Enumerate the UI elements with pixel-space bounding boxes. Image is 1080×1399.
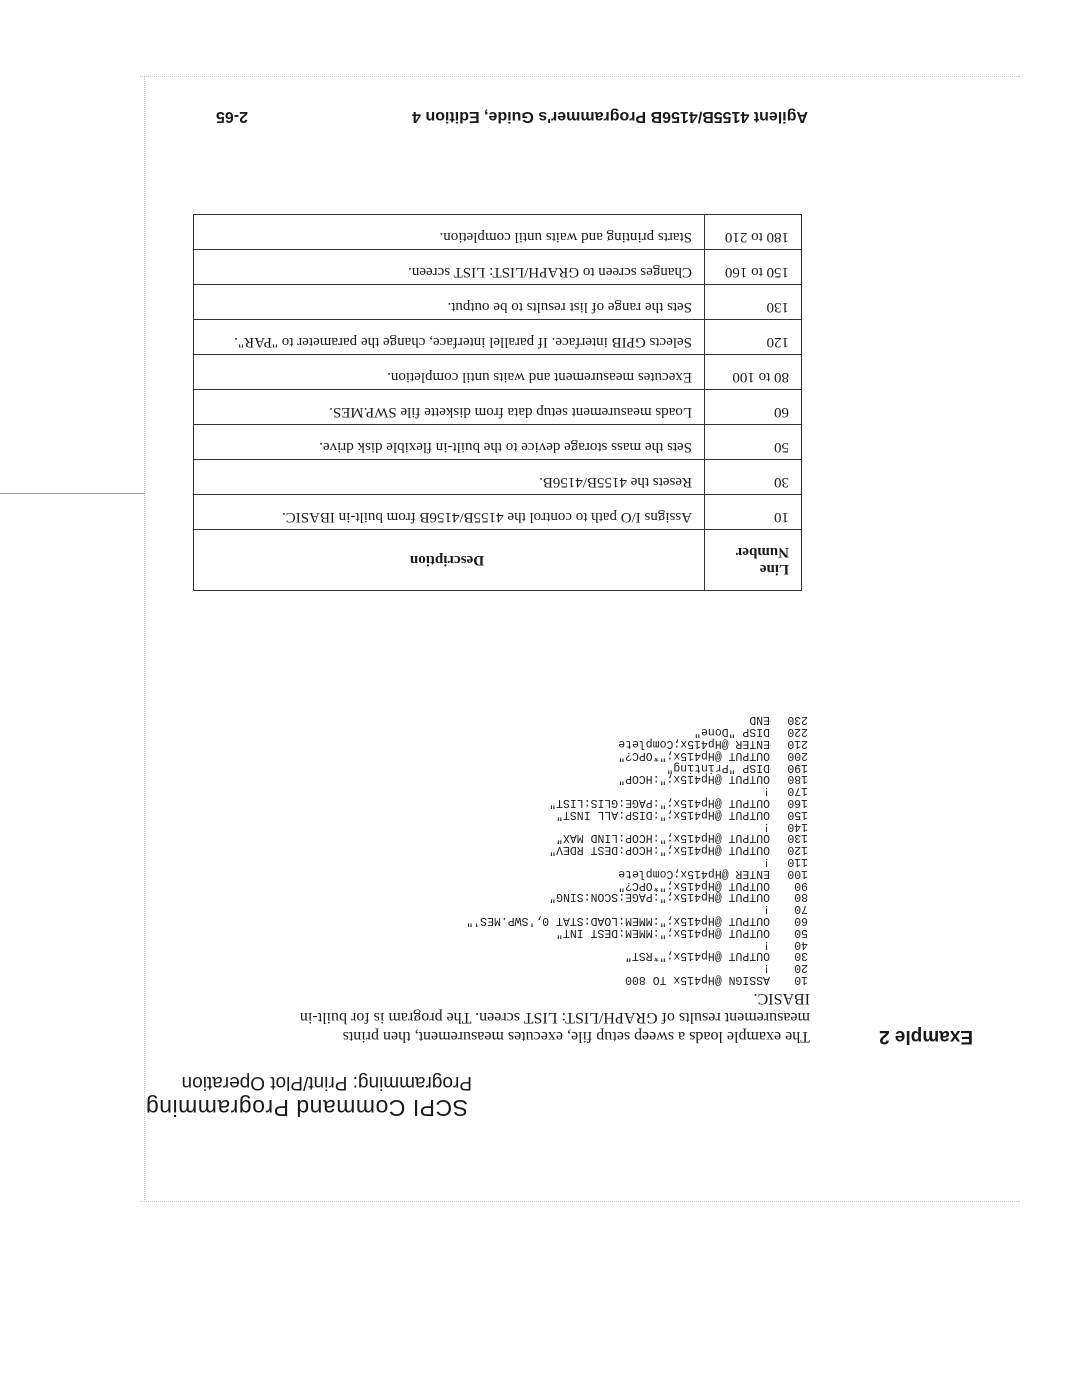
line-description-table [193, 214, 802, 591]
code-line [466, 737, 808, 749]
code-line [466, 843, 808, 855]
code-statement: ! [763, 819, 770, 833]
scan-border-bottom [140, 76, 1020, 77]
chapter-header: SCPI Command Programming [145, 1095, 468, 1121]
code-line [466, 855, 808, 867]
scan-border-right [144, 77, 145, 1202]
intro-line: measurement results of GRAPH/LIST: LIST screen. The program is for built-in [299, 1009, 810, 1026]
code-line [466, 914, 808, 926]
code-line-number: 10 [794, 973, 808, 986]
code-line-number: 20 [794, 961, 808, 975]
code-listing [466, 714, 808, 985]
code-statement: OUTPUT @Hp415x;"*OPC?" [618, 878, 770, 892]
line-number-cell: 50 [705, 425, 802, 460]
code-line-number: 90 [794, 878, 808, 892]
line-number-header: Line Number [705, 530, 802, 591]
line-number-cell: 150 to 160 [705, 250, 802, 285]
code-statement: DISP "Printing" [666, 760, 770, 774]
code-statement: OUTPUT @Hp415x;"*RST" [625, 949, 770, 963]
table-row [194, 425, 802, 460]
code-statement: ! [763, 937, 770, 951]
example-intro [220, 989, 810, 1046]
code-line-number: 60 [794, 914, 808, 928]
code-line [466, 867, 808, 879]
footer-title: Agilent 4155B/4156B Programmer's Guide, Edition 4 [412, 108, 808, 125]
description-cell: Executes measurement and waits until completion. [194, 355, 705, 390]
table-row [194, 495, 802, 530]
code-line [466, 902, 808, 914]
code-line [466, 808, 808, 820]
code-line-number: 80 [794, 890, 808, 904]
code-line-number: 160 [787, 796, 808, 810]
code-line-number: 210 [787, 737, 808, 751]
code-line-number: 50 [794, 925, 808, 939]
line-number-cell: 80 to 100 [705, 355, 802, 390]
line-number-cell: 120 [705, 320, 802, 355]
line-number-cell: 180 to 210 [705, 215, 802, 250]
code-line-number: 110 [787, 855, 808, 869]
code-line-number: 100 [787, 866, 808, 880]
intro-line: The example loads a sweep setup file, executes measurement, then prints [342, 1028, 810, 1045]
code-statement: ! [763, 961, 770, 975]
code-statement: OUTPUT @Hp415x;":MMEM:LOAD:STAT 0,'SWP.MES'" [466, 914, 770, 928]
description-cell: Resets the 4155B/4156B. [194, 460, 705, 495]
code-line-number: 130 [787, 831, 808, 845]
line-number-cell: 30 [705, 460, 802, 495]
code-statement: END [749, 713, 770, 727]
table-row [194, 355, 802, 390]
code-line [466, 973, 808, 985]
description-cell: Loads measurement setup data from diskette file SWP.MES. [194, 390, 705, 425]
code-statement: ! [763, 784, 770, 798]
code-line [466, 950, 808, 962]
intro-line: IBASIC. [753, 990, 810, 1007]
code-line-number: 30 [794, 949, 808, 963]
code-statement: OUTPUT @Hp415x;":MMEM:DEST INT" [556, 925, 770, 939]
table-row [194, 460, 802, 495]
description-cell: Sets the range of list results to be output. [194, 285, 705, 320]
table-row [194, 215, 802, 250]
code-statement: OUTPUT @Hp415x;":PAGE:SCON:SING" [549, 890, 770, 904]
code-line-number: 220 [787, 725, 808, 739]
description-cell: Assigns I/O path to control the 4155B/4156B from built-in IBASIC. [194, 495, 705, 530]
code-line [466, 926, 808, 938]
table-header-row [194, 530, 802, 591]
section-header: Programming: Print/Plot Operation [181, 1072, 472, 1093]
code-line [466, 796, 808, 808]
line-number-cell: 60 [705, 390, 802, 425]
code-statement: ENTER @Hp415x;Complete [618, 866, 770, 880]
line-number-cell: 10 [705, 495, 802, 530]
code-statement: ! [763, 855, 770, 869]
page-number: 2-65 [215, 108, 248, 125]
code-statement: OUTPUT @Hp415x;":HCOP:LIND MAX" [556, 831, 770, 845]
code-line-number: 190 [787, 760, 808, 774]
table-row [194, 390, 802, 425]
code-statement: OUTPUT @Hp415x;":DISP:ALL INST" [556, 807, 770, 821]
table-row [194, 250, 802, 285]
code-line [466, 938, 808, 950]
code-line [466, 961, 808, 973]
code-line-number: 180 [787, 772, 808, 786]
scan-border-top [140, 1201, 1020, 1202]
code-line-number: 170 [787, 784, 808, 798]
code-line [466, 784, 808, 796]
code-statement: OUTPUT @Hp415x;":PAGE:GLIS:LIST" [549, 796, 770, 810]
code-line-number: 230 [787, 713, 808, 727]
code-line-number: 40 [794, 937, 808, 951]
description-cell: Changes screen to GRAPH/LIST: LIST screen. [194, 250, 705, 285]
code-statement: ASSIGN @Hp415x TO 800 [625, 973, 770, 986]
table-row [194, 320, 802, 355]
code-line [466, 879, 808, 891]
code-line [466, 725, 808, 737]
description-cell: Starts printing and waits until completion. [194, 215, 705, 250]
code-statement: ENTER @Hp415x;Complete [618, 737, 770, 751]
code-statement: OUTPUT @Hp415x;"*OPC?" [618, 748, 770, 762]
table-row [194, 285, 802, 320]
code-line [466, 832, 808, 844]
description-cell: Selects GPIB interface. If parallel interface, change the parameter to "PAR". [194, 320, 705, 355]
description-cell: Sets the mass storage device to the built-in flexible disk drive. [194, 425, 705, 460]
code-line [466, 761, 808, 773]
code-line [466, 773, 808, 785]
code-statement: DISP "Done" [694, 725, 770, 739]
code-line-number: 120 [787, 843, 808, 857]
code-line [466, 749, 808, 761]
code-statement: OUTPUT @Hp415x;":HCOP" [618, 772, 770, 786]
code-line [466, 714, 808, 726]
code-line-number: 140 [787, 819, 808, 833]
code-statement: ! [763, 902, 770, 916]
code-line-number: 150 [787, 807, 808, 821]
code-line-number: 200 [787, 748, 808, 762]
example-heading: Example 2 [879, 1026, 973, 1047]
code-line-number: 70 [794, 902, 808, 916]
code-line [466, 891, 808, 903]
line-number-cell: 130 [705, 285, 802, 320]
code-statement: OUTPUT @Hp415x;":HCOP:DEST RDEV" [549, 843, 770, 857]
scan-edge-mark [0, 493, 145, 494]
code-line [466, 820, 808, 832]
description-header: Description [194, 530, 705, 591]
